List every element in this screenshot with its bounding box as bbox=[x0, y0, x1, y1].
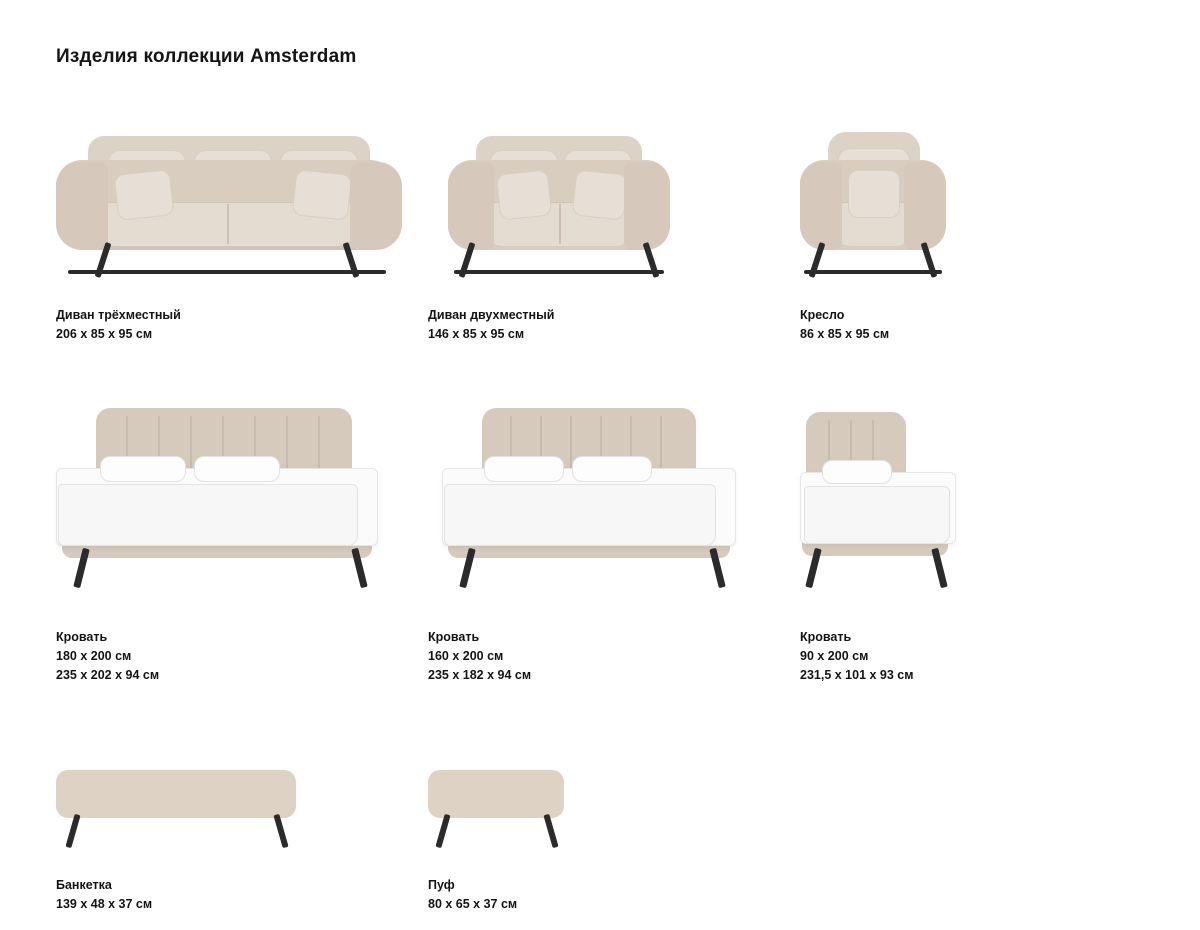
product-dimension-overall: 235 x 182 x 94 см bbox=[428, 668, 532, 682]
product-card-sofa-three-seat[interactable] bbox=[56, 110, 402, 350]
product-caption bbox=[428, 876, 774, 914]
product-dimension: 160 x 200 см bbox=[428, 649, 504, 663]
product-card-sofa-two-seat[interactable] bbox=[428, 110, 774, 350]
product-card-bed-180[interactable] bbox=[56, 398, 402, 688]
product-name: Кресло bbox=[800, 308, 845, 322]
bed-queen-icon bbox=[428, 398, 774, 608]
product-card-pouf[interactable] bbox=[428, 740, 774, 930]
product-dimension-overall: 231,5 x 101 x 93 см bbox=[800, 668, 914, 682]
product-caption bbox=[428, 628, 774, 685]
product-card-bed-160[interactable] bbox=[428, 398, 774, 688]
product-dimension: 80 x 65 x 37 см bbox=[428, 897, 518, 911]
product-name: Кровать bbox=[56, 630, 108, 644]
product-card-armchair[interactable] bbox=[800, 110, 1146, 350]
product-dimension: 139 x 48 x 37 см bbox=[56, 897, 153, 911]
product-grid bbox=[56, 110, 1146, 930]
product-caption bbox=[800, 306, 1146, 344]
product-card-bed-90[interactable] bbox=[800, 398, 1146, 688]
product-caption bbox=[56, 876, 402, 914]
product-dimension: 180 x 200 см bbox=[56, 649, 132, 663]
pouf-icon bbox=[428, 740, 774, 870]
product-name: Пуф bbox=[428, 878, 455, 892]
product-dimension: 146 x 85 x 95 см bbox=[428, 327, 525, 341]
product-row bbox=[56, 110, 1146, 350]
bed-single-icon bbox=[800, 398, 1146, 608]
product-row bbox=[56, 740, 1146, 930]
product-name: Диван двухместный bbox=[428, 308, 555, 322]
product-caption bbox=[56, 306, 402, 344]
product-card-bench[interactable] bbox=[56, 740, 402, 930]
product-dimension: 206 x 85 x 95 см bbox=[56, 327, 153, 341]
product-caption bbox=[56, 628, 402, 685]
product-caption bbox=[800, 628, 1146, 685]
sofa-three-seat-icon bbox=[56, 110, 402, 300]
product-name: Кровать bbox=[800, 630, 852, 644]
product-name: Кровать bbox=[428, 630, 480, 644]
product-name: Диван трёхместный bbox=[56, 308, 181, 322]
product-card-empty bbox=[800, 740, 1146, 930]
bench-icon bbox=[56, 740, 402, 870]
product-dimension: 90 x 200 см bbox=[800, 649, 869, 663]
bed-king-icon bbox=[56, 398, 402, 608]
product-dimension: 86 x 85 x 95 см bbox=[800, 327, 890, 341]
armchair-icon bbox=[800, 110, 1146, 300]
product-name: Банкетка bbox=[56, 878, 112, 892]
product-dimension-overall: 235 x 202 x 94 см bbox=[56, 668, 160, 682]
page-title: Изделия коллекции Amsterdam bbox=[56, 46, 357, 67]
product-caption bbox=[428, 306, 774, 344]
product-row bbox=[56, 398, 1146, 688]
sofa-two-seat-icon bbox=[428, 110, 774, 300]
